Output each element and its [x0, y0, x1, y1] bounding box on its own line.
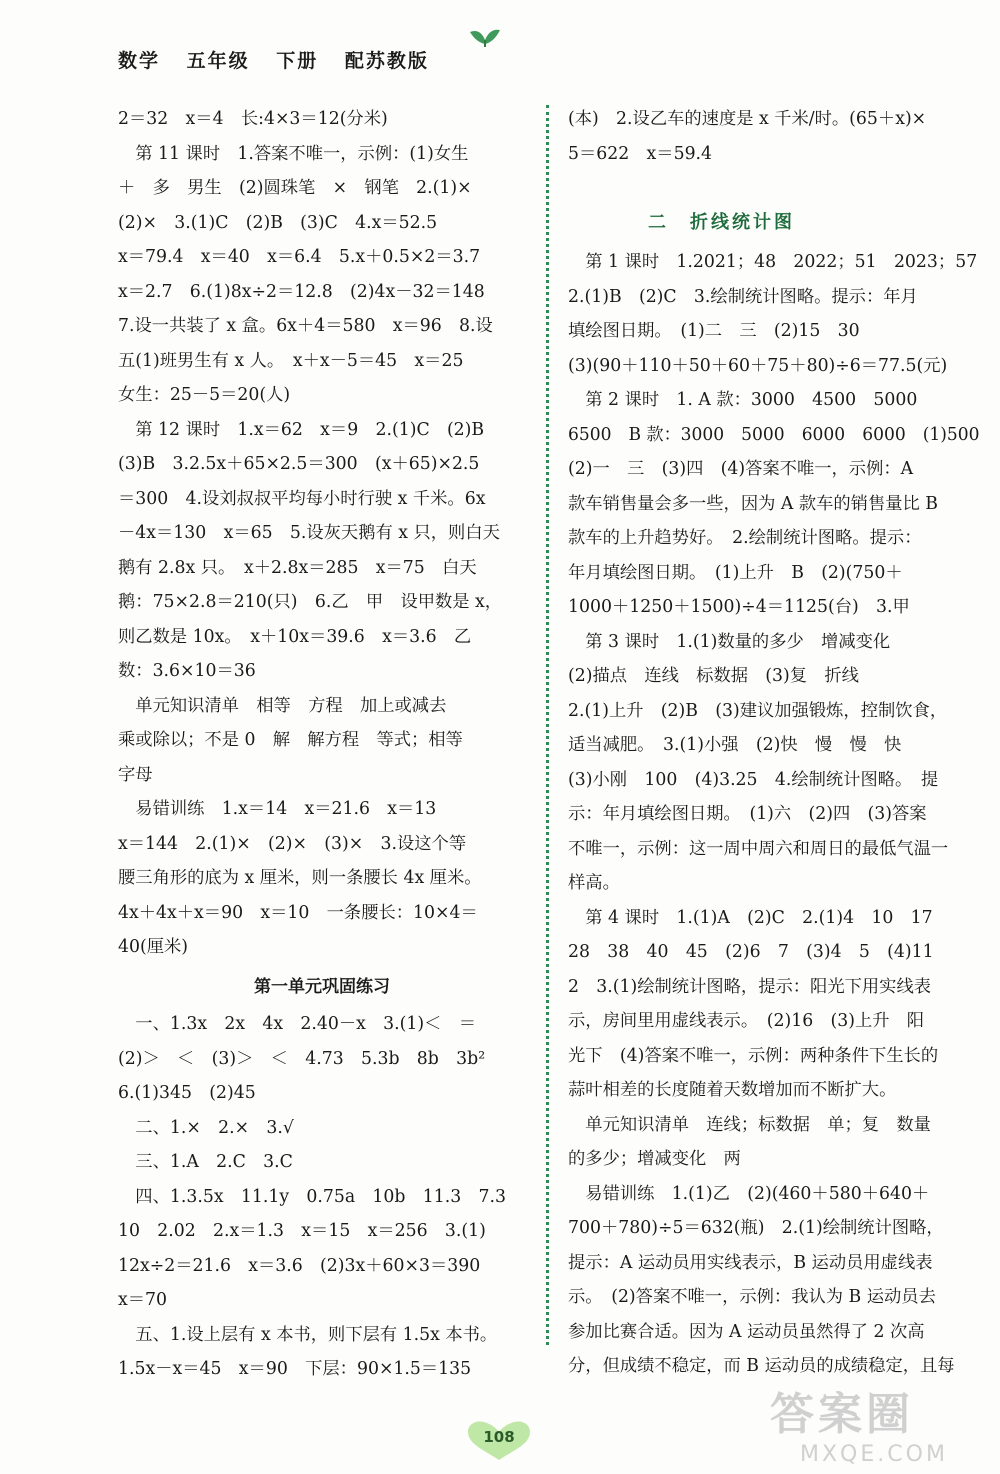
text-line: 第 4 课时 1.(1)A (2)C 2.(1)4 10 17: [568, 907, 933, 928]
text-line: 1.5x－x＝45 x＝90 下层：90×1.5＝135: [118, 1359, 472, 1379]
text-line: 40(厘米): [118, 937, 189, 957]
text-line: 第 2 课时 1. A 款：3000 4500 5000: [568, 390, 918, 410]
text-line: 1000＋1250＋1500)÷4＝1125(台) 3.甲: [568, 597, 910, 617]
text-line: ＋ 多 男生 (2)圆珠笔 × 钢笔 2.(1)×: [118, 178, 472, 198]
text-line: 单元知识清单 相等 方程 加上或减去: [118, 695, 447, 716]
text-line: ＝300 4.设刘叔叔平均每小时行驶 x 千米。6x: [118, 488, 486, 509]
text-line: x＝70: [118, 1290, 168, 1310]
text-line: 示：年月填绘图日期。 (1)六 (2)四 (3)答案: [568, 804, 927, 824]
header-edition: 配苏教版: [344, 50, 429, 72]
text-line: 一、1.3x 2x 4x 2.40－x 3.(1)＜ ＝: [118, 1014, 476, 1034]
text-line: 款车销售量会多一些，因为 A 款车的销售量比 B: [568, 493, 939, 514]
text-line: 五(1)班男生有 x 人。 x＋x－5＝45 x＝25: [118, 350, 464, 371]
header-grade: 五年级: [186, 50, 250, 72]
text-line: 样高。: [568, 873, 620, 893]
text-line: 三、1.A 2.C 3.C: [118, 1152, 293, 1172]
text-line: x＝79.4 x＝40 x＝6.4 5.x＋0.5×2＝3.7: [118, 247, 481, 267]
text-line: 四、1.3.5x 11.1y 0.75a 10b 11.3 7.3: [118, 1186, 507, 1207]
text-line: 则乙数是 10x。 x＋10x＝39.6 x＝3.6 乙: [118, 626, 472, 647]
text-line: 款车的上升趋势好。 2.绘制统计图略。提示：: [568, 528, 922, 548]
column-divider: [546, 105, 549, 1345]
text-line: 第 12 课时 1.x＝62 x＝9 2.(1)C (2)B: [118, 419, 485, 440]
text-line: 五、1.设上层有 x 本书，则下层有 1.5x 本书。: [118, 1324, 498, 1345]
text-line: (3)(90＋110＋50＋60＋75＋80)÷6＝77.5(元): [568, 355, 948, 376]
text-line: 参加比赛合适。因为 A 运动员虽然得了 2 次高: [568, 1321, 925, 1342]
text-line: 700＋780)÷5＝632(瓶) 2.(1)绘制统计图略，: [568, 1218, 944, 1238]
watermark-sub: MXQE.COM: [800, 1442, 948, 1467]
text-line: 不唯一，示例：这一周中周六和周日的最低气温一: [568, 838, 949, 859]
text-line: 腰三角形的底为 x 厘米，则一条腰长 4x 厘米。: [118, 868, 482, 888]
text-line: 第 1 课时 1.2021；48 2022；51 2023；57: [568, 252, 978, 272]
text-line: 数：3.6×10＝36: [118, 661, 256, 681]
text-line: 5＝622 x＝59.4: [568, 143, 713, 164]
text-line: 2＝32 x＝4 长:4×3＝12(分米): [118, 109, 388, 129]
watermark-main: 答案圈: [770, 1389, 914, 1440]
text-line: 28 38 40 45 (2)6 7 (3)4 5 (4)11: [568, 942, 934, 962]
text-line: 2 3.(1)绘制统计图略，提示：阳光下用实线表: [568, 976, 932, 997]
text-line: 第 3 课时 1.(1)数量的多少 增减变化: [568, 631, 891, 652]
text-line: 字母: [118, 764, 153, 785]
text-line: －4x＝130 x＝65 5.设灰天鹅有 x 只，则白天: [118, 523, 500, 543]
text-line: 的多少；增减变化 两: [568, 1149, 741, 1169]
text-line: 10 2.02 2.x＝1.3 x＝15 x＝256 3.(1): [118, 1221, 486, 1241]
text-line: (3)B 3.2.5x＋65×2.5＝300 (x＋65)×2.5: [118, 454, 480, 474]
text-line: 易错训练 1.x＝14 x＝21.6 x＝13: [118, 799, 437, 819]
page-number-text: 108: [483, 1428, 515, 1446]
text-line: 蒜叶相差的长度随着天数增加而不断扩大。: [568, 1080, 897, 1100]
section-title: 二 折线统计图: [648, 212, 795, 233]
text-line: (2)＞ ＜ (3)＞ ＜ 4.73 5.3b 8b 3b²: [118, 1048, 486, 1069]
text-line: 二、1.× 2.× 3.√: [118, 1117, 294, 1138]
text-line: 年月填绘图日期。 (1)上升 B (2)(750＋: [568, 562, 903, 583]
text-line: x＝2.7 6.(1)8x÷2＝12.8 (2)4x－32＝148: [118, 281, 485, 302]
text-line: 2.(1)上升 (2)B (3)建议加强锻炼，控制饮食，: [568, 700, 948, 721]
unit-review-title: 第一单元巩固练习: [254, 977, 390, 997]
text-line: 女生：25－5＝20(人): [118, 385, 291, 405]
text-line: (本) 2.设乙车的速度是 x 千米/时。(65＋x)×: [568, 109, 927, 129]
text-line: (2)× 3.(1)C (2)B (3)C 4.x＝52.5: [118, 212, 438, 233]
text-line: 第 11 课时 1.答案不唯一，示例：(1)女生: [118, 143, 469, 164]
text-line: 鹅有 2.8x 只。 x＋2.8x＝285 x＝75 白天: [118, 557, 477, 578]
text-line: 鹅：75×2.8＝210(只) 6.乙 甲 设甲数是 x，: [118, 592, 503, 612]
leaf-icon: [468, 26, 502, 52]
text-line: x＝144 2.(1)× (2)× (3)× 3.设这个等: [118, 833, 467, 854]
text-line: (3)小刚 100 (4)3.25 4.绘制统计图略。 提: [568, 769, 939, 790]
text-line: 6.(1)345 (2)45: [118, 1083, 256, 1103]
header-subject: 数学: [118, 50, 161, 72]
page-number: [454, 1418, 544, 1462]
text-line: 适当减肥。 3.(1)小强 (2)快 慢 慢 快: [568, 735, 902, 755]
text-line: (2)描点 连线 标数据 (3)复 折线: [568, 666, 859, 686]
text-line: 示。 (2)答案不唯一，示例：我认为 B 运动员去: [568, 1287, 936, 1307]
text-line: 分，但成绩不稳定，而 B 运动员的成绩稳定，且每: [568, 1356, 955, 1376]
text-line: 7.设一共装了 x 盒。6x＋4＝580 x＝96 8.设: [118, 316, 493, 336]
text-line: 12x÷2＝21.6 x＝3.6 (2)3x＋60×3＝390: [118, 1255, 481, 1276]
text-line: 提示：A 运动员用实线表示，B 运动员用虚线表: [568, 1252, 933, 1273]
text-line: 单元知识清单 连线；标数据 单；复 数量: [568, 1114, 931, 1135]
text-line: 填绘图日期。 (1)二 三 (2)15 30: [568, 321, 860, 341]
header-volume: 下册: [276, 50, 319, 72]
text-line: (2)一 三 (3)四 (4)答案不唯一，示例：A: [568, 459, 914, 479]
text-line: 乘或除以；不是 0 解 解方程 等式；相等: [118, 730, 463, 750]
text-line: 示，房间里用虚线表示。 (2)16 (3)上升 阳: [568, 1011, 925, 1031]
watermark: [770, 1378, 990, 1468]
text-line: 4x＋4x＋x＝90 x＝10 一条腰长：10×4＝: [118, 902, 478, 923]
text-line: 2.(1)B (2)C 3.绘制统计图略。提示：年月: [568, 286, 918, 307]
text-line: 6500 B 款：3000 5000 6000 6000 (1)500: [568, 424, 980, 445]
text-line: 易错训练 1.(1)乙 (2)(460＋580＋640＋: [568, 1183, 930, 1204]
page-header: [118, 46, 447, 73]
text-line: 光下 (4)答案不唯一，示例：两种条件下生长的: [568, 1045, 939, 1066]
